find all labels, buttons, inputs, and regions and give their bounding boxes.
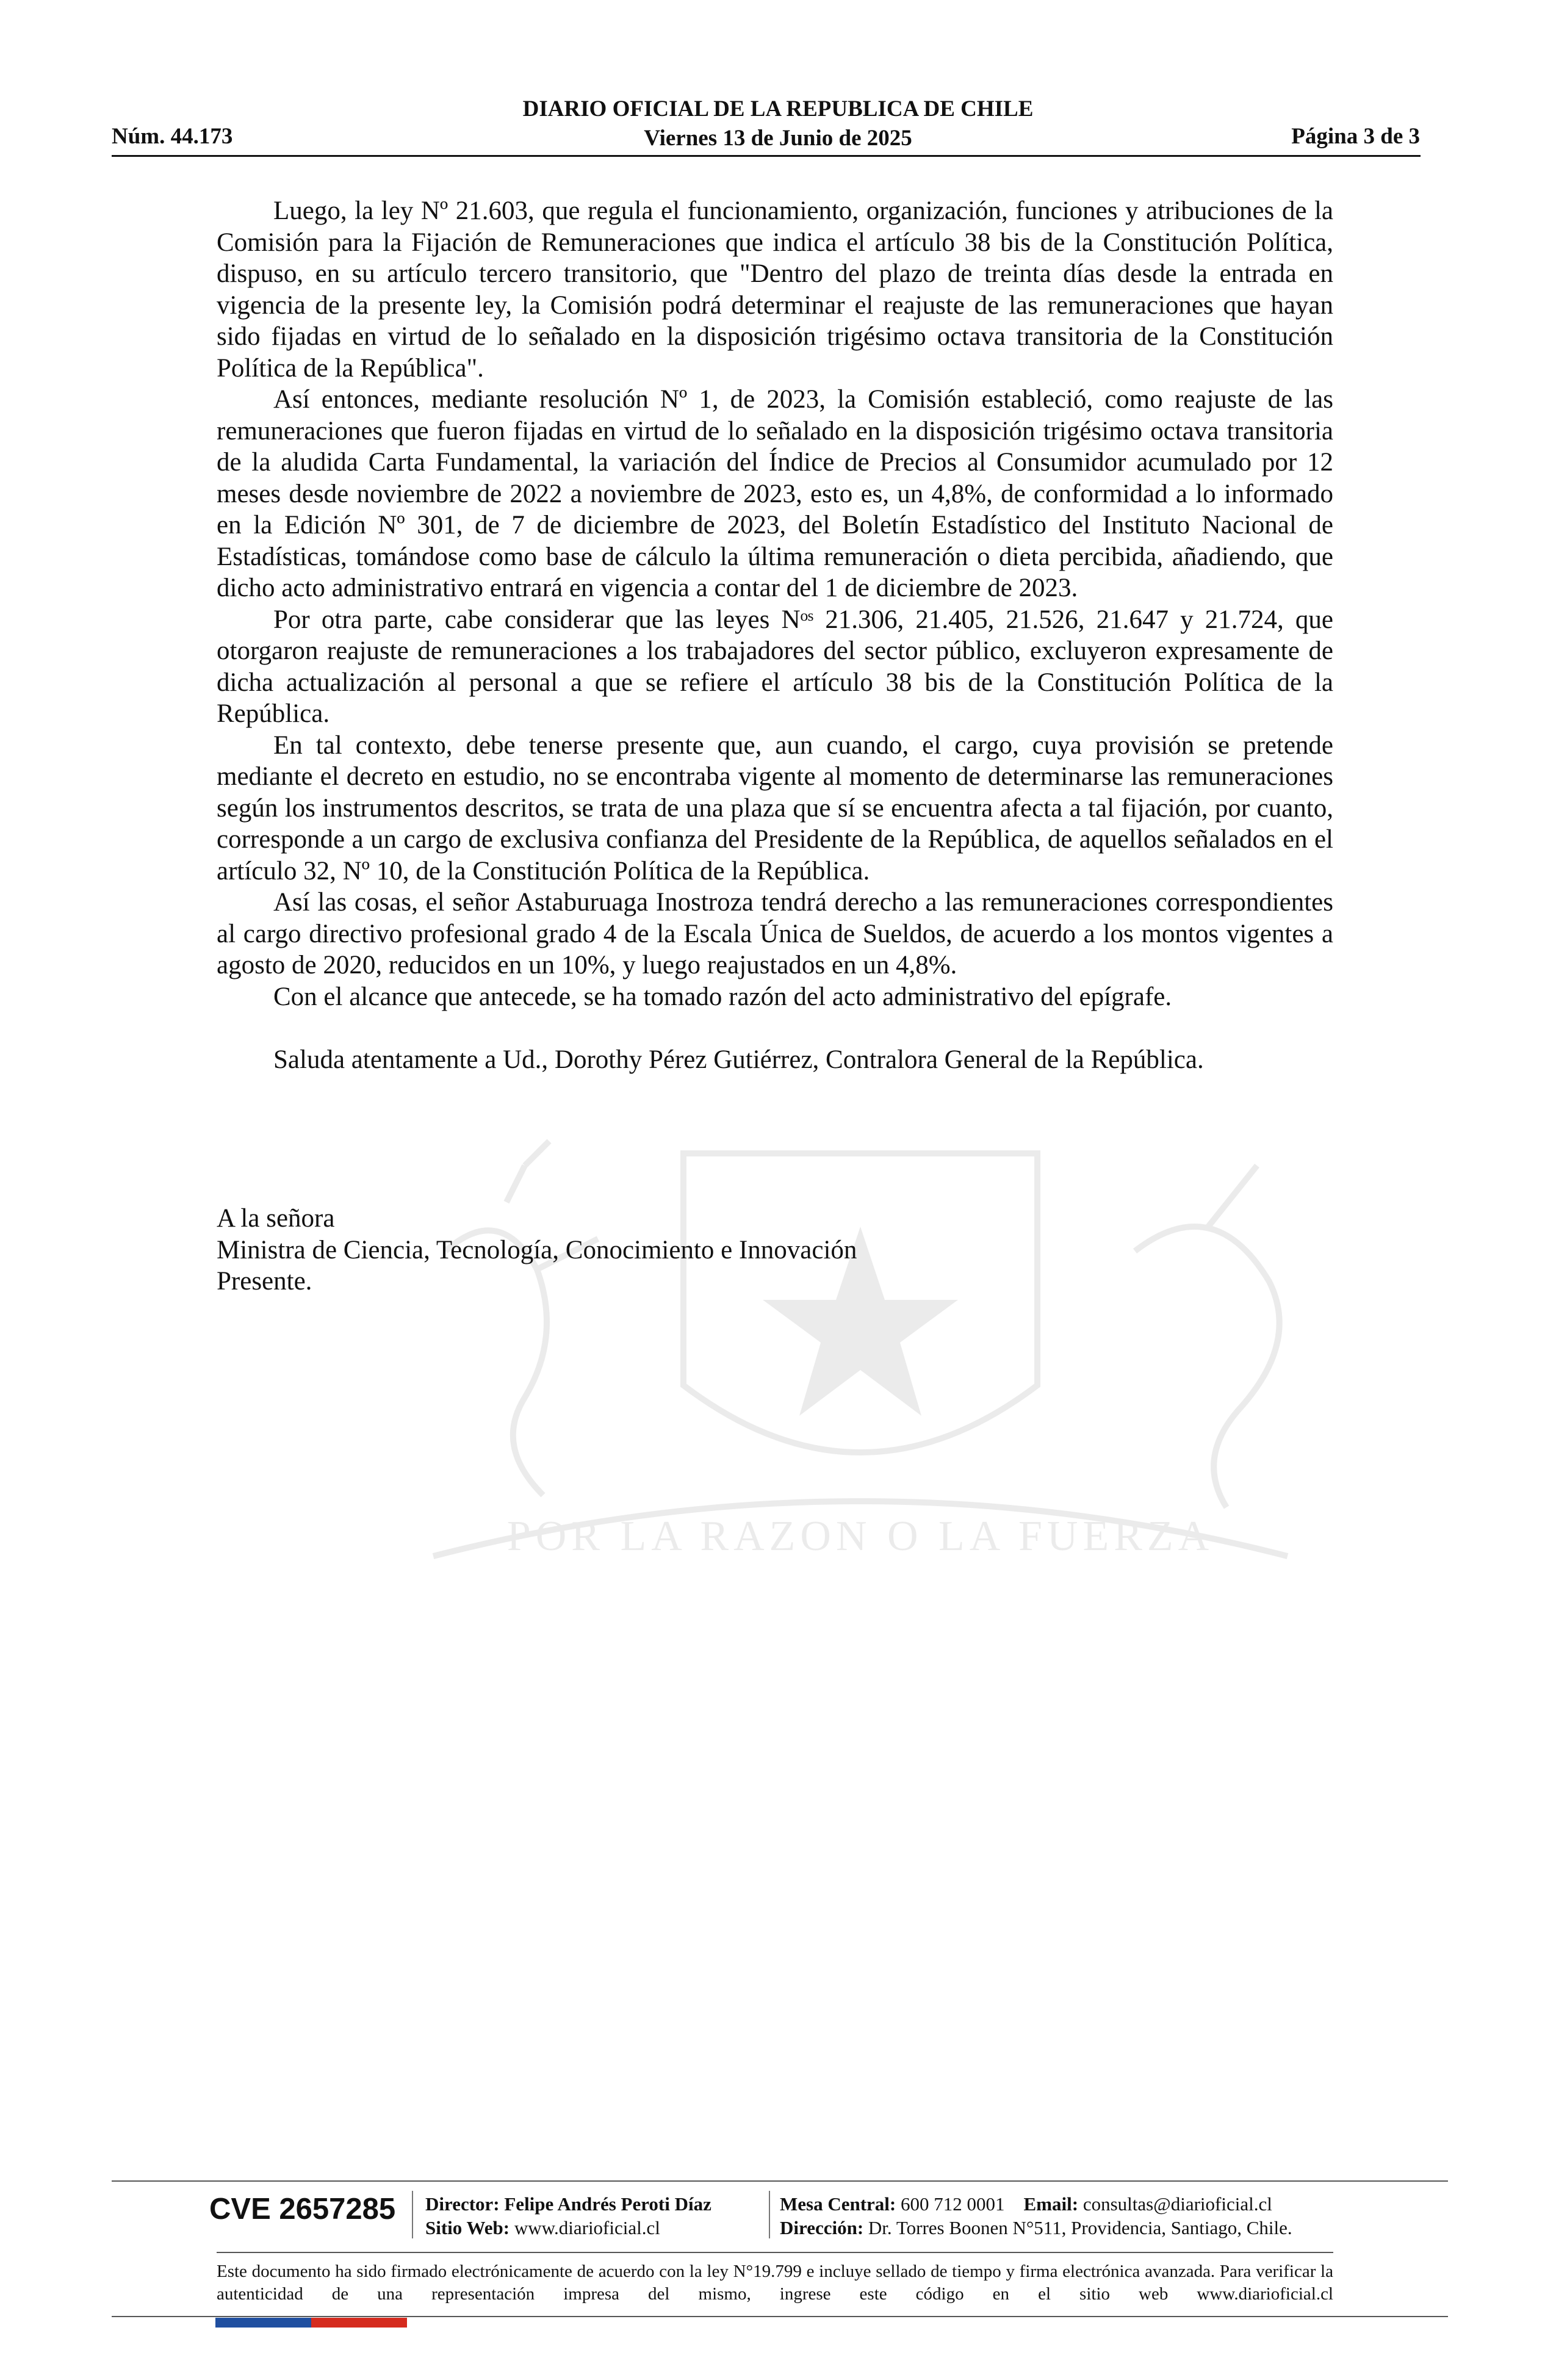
director-label: Director: bbox=[425, 2193, 500, 2215]
addressee-block bbox=[217, 1203, 857, 1297]
site-label: Sitio Web: bbox=[425, 2217, 510, 2238]
page-number: Página 3 de 3 bbox=[1291, 124, 1420, 149]
flag-color-bar bbox=[215, 2318, 407, 2328]
condor-outline bbox=[1135, 1166, 1280, 1507]
paragraph-3: Por otra parte, cabe considerar que las leyes Nᵒˢ 21.306, 21.405, 21.526, 21.647 y 21.724, que otorgaron reajuste de remuneraciones a los trabajadores del sector público, excluyeron expresamente de dicha actualización al personal a que se refiere el artículo 38 bis de la Constitución Política de la República. bbox=[217, 605, 1333, 728]
email-label: Email: bbox=[1023, 2193, 1079, 2215]
footer-divider-top bbox=[112, 2180, 1448, 2182]
director-name: Felipe Andrés Peroti Díaz bbox=[504, 2193, 711, 2215]
paragraph-6: Con el alcance que antecede, se ha tomado razón del acto administrativo del epígrafe. bbox=[273, 982, 1172, 1011]
address-value: Dr. Torres Boonen N°511, Providencia, Santiago, Chile. bbox=[868, 2217, 1292, 2238]
signature-note bbox=[217, 2260, 1333, 2306]
addressee-line-3: Presente. bbox=[217, 1267, 312, 1296]
flag-blue-segment bbox=[215, 2318, 311, 2328]
phone-value: 600 712 0001 bbox=[901, 2193, 1005, 2215]
signature-note-line-1: Este documento ha sido firmado electrónicamente de acuerdo con la ley N°19.799 e incluye sellado de tiempo y firma electrónica bbox=[217, 2262, 1140, 2281]
paragraph-1: Luego, la ley Nº 21.603, que regula el funcionamiento, organización, funciones y atribuciones de la Comisión para la Fijación de Remuneraciones que indica el artículo 38 bis de la Constitución Política, dispuso, en su artículo tercero transitorio, que "Dentro del plazo de treinta días desde la entrada en vigencia de la presente ley, la Comisión podrá determinar el reajuste de las remuneraciones que hayan sido fijadas en virtud de lo señalado en la disposición trigésimo octava transitoria de la Constitución Política de la República". bbox=[217, 197, 1333, 383]
newspaper-title: DIARIO OFICIAL DE LA REPUBLICA DE CHILE bbox=[522, 96, 1034, 121]
issue-number: Núm. 44.173 bbox=[112, 124, 233, 149]
paragraph-4: En tal contexto, debe tenerse presente que, aun cuando, el cargo, cuya provisión se pretende mediante el decreto en estudio, no se encontraba vigente al momento de determinarse las remuneraciones según los instrumentos descritos, se trata de una plaza que sí se encuentra afecta a tal fijación, por cuanto, corresponde a un cargo de exclusiva confianza del Presidente de la República, de aquellos señalados en el artículo 32, Nº 10, de la Constitución Política de la República. bbox=[217, 730, 1333, 885]
addressee-line-1: A la señora bbox=[217, 1204, 335, 1233]
closing-salutation: Saluda atentamente a Ud., Dorothy Pérez Gutiérrez, Contralora General de la República. bbox=[273, 1045, 1204, 1074]
address-label: Dirección: bbox=[780, 2217, 864, 2238]
paragraph-5: Así las cosas, el señor Astaburuaga Inostroza tendrá derecho a las remuneraciones correspondientes al cargo directivo profesional grado 4 de la Escala Única de Sueldos, de acuerdo a los montos vigentes a agosto de 2020, reducidos en un 10%, y luego reajustados en un 4,8%. bbox=[217, 888, 1333, 979]
motto-text: POR LA RAZON O LA FUERZA bbox=[506, 1513, 1214, 1560]
footer-separator bbox=[769, 2191, 770, 2238]
footer-divider-middle bbox=[217, 2252, 1333, 2253]
site-link[interactable]: www.diarioficial.cl bbox=[514, 2217, 660, 2238]
phone-label: Mesa Central: bbox=[780, 2193, 896, 2215]
footer-contact-column bbox=[780, 2192, 1292, 2240]
footer-director-column bbox=[425, 2192, 711, 2240]
huemul-outline bbox=[445, 1141, 598, 1495]
letter-body bbox=[217, 195, 1333, 1076]
footer-separator bbox=[412, 2191, 413, 2238]
paragraph-2: Así entonces, mediante resolución Nº 1, de 2023, la Comisión estableció, como reajuste de las remuneraciones que fueron fijadas en virtud de lo señalado en la disposición trigésimo octava transitoria de la aludida Carta Fundamental, la variación del Índice de Precios al Consumidor acumulado por 12 meses desde noviembre de 2022 a noviembre de 2023, esto es, un 4,8%, de conformidad a lo informado en la Edición Nº 301, de 7 de diciembre de 2023, del Boletín Estadístico del Instituto Nacional de Estadísticas, tomándose como base de cálculo la última remuneración o dieta percibida, añadiendo, que dicho acto administrativo entrará en vigencia a contar del 1 de diciembre de 2023. bbox=[217, 385, 1333, 602]
signature-note-line-2: avanzada. Para verificar la autenticidad de una representación impresa del mismo, ingrese este código en el sitio web www.diarioficial.cl bbox=[217, 2262, 1333, 2304]
header-divider bbox=[112, 155, 1421, 157]
issue-date: Viernes 13 de Junio de 2025 bbox=[644, 126, 912, 151]
addressee-line-2: Ministra de Ciencia, Tecnología, Conocimiento e Innovación bbox=[217, 1235, 857, 1264]
footer-divider-bottom bbox=[112, 2316, 1448, 2317]
email-link[interactable]: consultas@diarioficial.cl bbox=[1082, 2193, 1272, 2215]
flag-red-segment bbox=[311, 2318, 407, 2328]
cve-code: CVE 2657285 bbox=[209, 2193, 396, 2226]
